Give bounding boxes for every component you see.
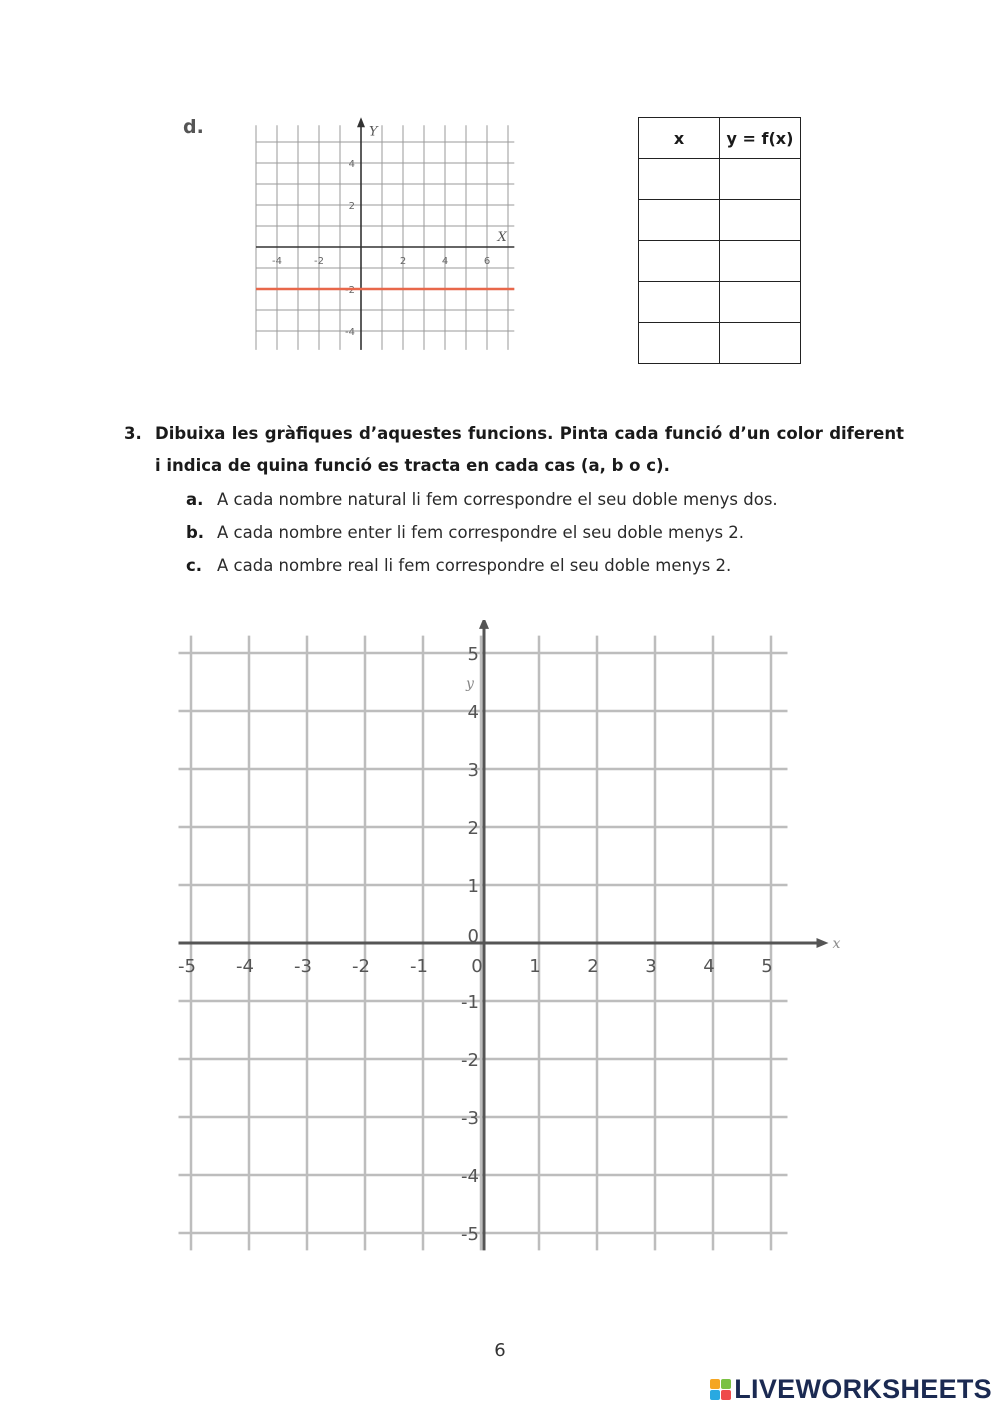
value-table — [638, 117, 801, 364]
graph-d-axes — [256, 117, 514, 350]
x-tick-label: 5 — [761, 956, 773, 977]
table-cell-x[interactable] — [639, 241, 720, 282]
option-a — [186, 483, 904, 516]
table-row — [639, 159, 801, 200]
graph-d-grid — [256, 125, 514, 350]
logo-square — [721, 1390, 731, 1400]
table-row — [639, 282, 801, 323]
x-tick-label: -1 — [410, 956, 428, 977]
y-tick-label: -5 — [461, 1224, 479, 1245]
x-tick-label: -3 — [294, 956, 312, 977]
y-tick-label: -2 — [345, 285, 355, 296]
option-c — [186, 549, 904, 582]
x-tick-label: -4 — [272, 256, 282, 267]
y-tick-label: 2 — [348, 201, 355, 212]
option-text: A cada nombre natural li fem correspondre el seu doble menys dos. — [217, 490, 778, 509]
table-row — [639, 200, 801, 241]
x-axis-label: x — [832, 936, 841, 952]
table-cell-y[interactable] — [720, 159, 801, 200]
option-letter: c. — [186, 556, 203, 575]
coordinate-grid[interactable] — [165, 620, 845, 1260]
y-tick-label: 0 — [467, 926, 479, 947]
table-header-x: x — [639, 118, 720, 159]
brand-name: LIVEWORKSHEETS — [734, 1374, 992, 1404]
table-cell-y[interactable] — [720, 323, 801, 364]
y-tick-label: 2 — [467, 818, 479, 839]
question-3-statement — [124, 418, 904, 482]
y-tick-label: 5 — [467, 644, 479, 665]
option-text: A cada nombre real li fem correspondre el seu doble menys 2. — [217, 556, 732, 575]
x-tick-label: 3 — [645, 956, 657, 977]
option-letter: a. — [186, 490, 204, 509]
question-3 — [124, 418, 904, 582]
y-tick-label: 3 — [467, 760, 479, 781]
option-list — [186, 483, 904, 582]
y-tick-label: 4 — [348, 159, 355, 170]
table-cell-y[interactable] — [720, 282, 801, 323]
graph-d-tick-labels — [272, 125, 507, 338]
x-tick-label: 2 — [399, 256, 407, 267]
graph-d — [165, 95, 525, 370]
option-letter: b. — [186, 523, 205, 542]
table-row — [639, 241, 801, 282]
x-tick-label: -2 — [314, 256, 324, 267]
y-tick-label: -3 — [461, 1108, 479, 1129]
option-b — [186, 516, 904, 549]
x-tick-label: -4 — [236, 956, 254, 977]
brand-footer — [710, 1374, 992, 1405]
coordinate-axes — [179, 620, 829, 1250]
y-axis-label: Y — [369, 124, 378, 140]
x-tick-label: 6 — [483, 256, 491, 267]
logo-square — [710, 1390, 720, 1400]
y-tick-label: -4 — [461, 1166, 479, 1187]
x-tick-label: -2 — [352, 956, 370, 977]
y-axis-label: y — [466, 675, 474, 692]
y-tick-label: -1 — [461, 992, 479, 1013]
table-cell-x[interactable] — [639, 159, 720, 200]
table-cell-y[interactable] — [720, 200, 801, 241]
y-tick-label: 4 — [467, 702, 479, 723]
x-tick-label: 0 — [471, 956, 483, 977]
x-axis-arrow-icon — [817, 938, 829, 948]
liveworksheets-logo-icon — [710, 1379, 731, 1400]
option-text: A cada nombre enter li fem correspondre el seu doble menys 2. — [217, 523, 745, 542]
table-header-y: y = f(x) — [720, 118, 801, 159]
x-tick-label: 4 — [441, 256, 449, 267]
table-header-row — [639, 118, 801, 159]
question-text: Dibuixa les gràfiques d’aquestes funcions. Pinta cada funció d’un color diferent i indica de quina funció es tracta en cada cas (a, b o c). — [155, 424, 904, 475]
table-cell-x[interactable] — [639, 200, 720, 241]
table-row — [639, 323, 801, 364]
x-tick-label: -5 — [178, 956, 196, 977]
x-tick-label: 2 — [587, 956, 599, 977]
x-tick-label: 4 — [703, 956, 715, 977]
page-number: 6 — [494, 1340, 506, 1361]
graph-d-label: d. — [183, 116, 204, 138]
y-axis-arrow-icon — [479, 620, 489, 629]
y-axis-arrow-icon — [357, 117, 365, 127]
y-tick-label: 1 — [467, 876, 479, 897]
y-tick-label: -2 — [461, 1050, 479, 1071]
table-cell-y[interactable] — [720, 241, 801, 282]
table-cell-x[interactable] — [639, 282, 720, 323]
logo-square — [721, 1379, 731, 1389]
y-tick-label: -4 — [345, 327, 355, 338]
x-tick-label: 1 — [529, 956, 541, 977]
table-cell-x[interactable] — [639, 323, 720, 364]
question-number: 3. — [124, 424, 142, 443]
x-axis-label: X — [497, 230, 507, 245]
logo-square — [710, 1379, 720, 1389]
